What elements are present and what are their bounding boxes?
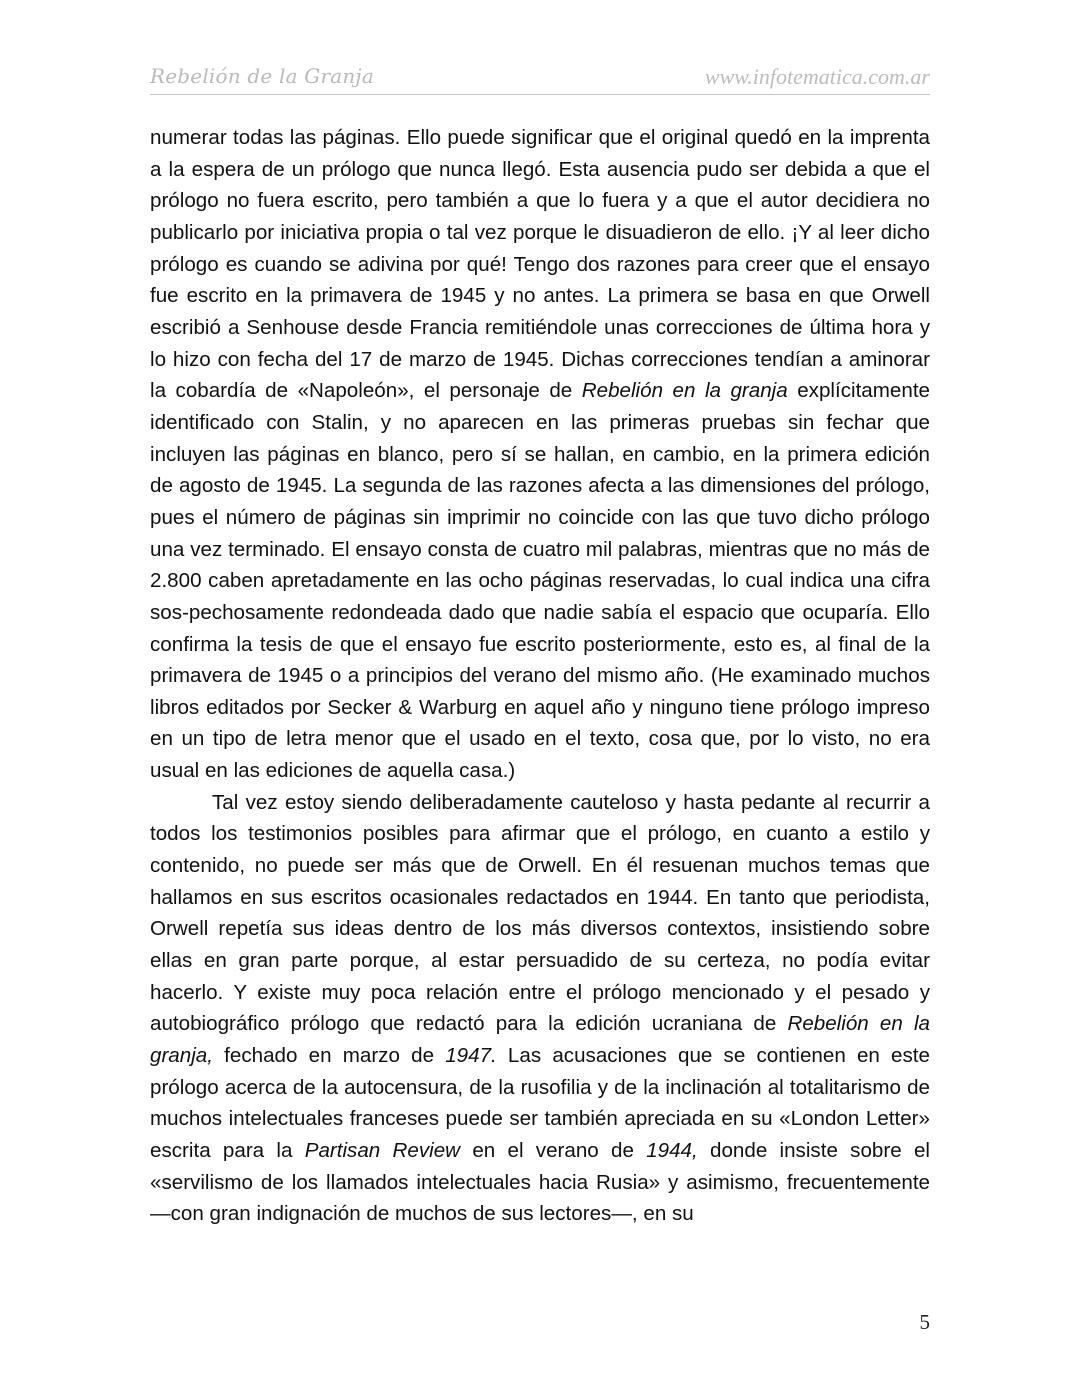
body-text xyxy=(150,122,930,1230)
italic-year: 1947. xyxy=(445,1044,497,1068)
text-run: Las acusaciones que se contienen en este prólogo acerca de la autocensura, de la rusofilia y de la inclinación al totalitarismo de muchos intelectuales franceses puede ser también apreciada en su «London Letter» escrita para la xyxy=(150,1044,930,1162)
page-header xyxy=(150,64,930,95)
italic-title: Rebelión en la granja xyxy=(581,379,788,403)
page-number: 5 xyxy=(919,1310,930,1334)
text-run: donde insiste sobre el «servilismo de los llamados intelectuales hacia Rusia» y asimismo, frecuentemente —con gran indignación de muchos de sus lectores—, en su xyxy=(150,1139,930,1226)
text-run: fechado en marzo de xyxy=(212,1044,446,1068)
book-title: Rebelión de la Granja xyxy=(150,64,374,88)
text-run: en el verano de xyxy=(460,1139,647,1162)
website-url: www.infotematica.com.ar xyxy=(704,64,930,89)
italic-title: Partisan Review xyxy=(304,1139,461,1162)
text-run: Tal vez estoy siendo deliberadamente cauteloso y hasta pedante al recurrir a todos los testimonios posibles para afirmar que el prólogo, en cuanto a estilo y contenido, no puede ser más que de Orwell. En él resuenan muchos temas que hallamos en sus escritos ocasionales redactados en 1944. En tanto que periodista, Orwell repetía sus ideas dentro de los más diversos contextos, insistiendo sobre ellas en gran parte porque, al estar persuadido de su certeza, no podía evitar hacerlo. Y existe muy poca relación entre el prólogo mencionado y el pesado y autobiográfico prólogo que redactó para la edición ucraniana de xyxy=(150,790,930,1036)
paragraph-1 xyxy=(150,122,930,787)
text-run: explícitamente identificado con Stalin, y no aparecen en las primeras pruebas sin fechar que incluyen las páginas en blanco, pero sí se hallan, en cambio, en la primera edición de agosto de 1945. La segunda de las razones afecta a las dimensiones del prólogo, pues el número de páginas sin imprimir no coincide con las que tuvo dicho prólogo una vez terminado. El ensayo consta de cuatro mil palabras, mientras que no más de 2.800 caben apretadamente en las ocho páginas reservadas, lo cual indica una cifra sos-pechosamente redondeada dado que nadie sabía el espacio que ocuparía. Ello confirma la tesis de que el ensayo fue escrito posteriormente, esto es, al final de la primavera de 1945 o a principios del verano del mismo año. (He examinado muchos libros editados por Secker & Warburg en aquel año y ninguno tiene prólogo impreso en un tipo de letra menor que el usado en el texto, cosa que, por lo visto, no era usual en las ediciones de aquella casa.) xyxy=(150,379,930,783)
italic-year: 1944, xyxy=(646,1139,698,1162)
italic-title: Rebelión en la granja, xyxy=(150,1012,931,1068)
paragraph-2 xyxy=(150,787,930,1230)
text-run: numerar todas las páginas. Ello puede significar que el original quedó en la imprenta a la espera de un prólogo que nunca llegó. Esta ausencia pudo ser debida a que el prólogo no fuera escrito, pero también a que lo fuera y a que el autor decidiera no publicarlo por iniciativa propia o tal vez porque le disuadieron de ello. ¡Y al leer dicho prólogo es cuando se adivina por qué! Tengo dos razones para creer que el ensayo fue escrito en la primavera de 1945 y no antes. La primera se basa en que Orwell escribió a Senhouse desde Francia remitiéndole unas correcciones de última hora y lo hizo con fecha del 17 de marzo de 1945. Dichas correcciones tendían a aminorar la cobardía de «Napoleón», el personaje de xyxy=(150,126,930,403)
